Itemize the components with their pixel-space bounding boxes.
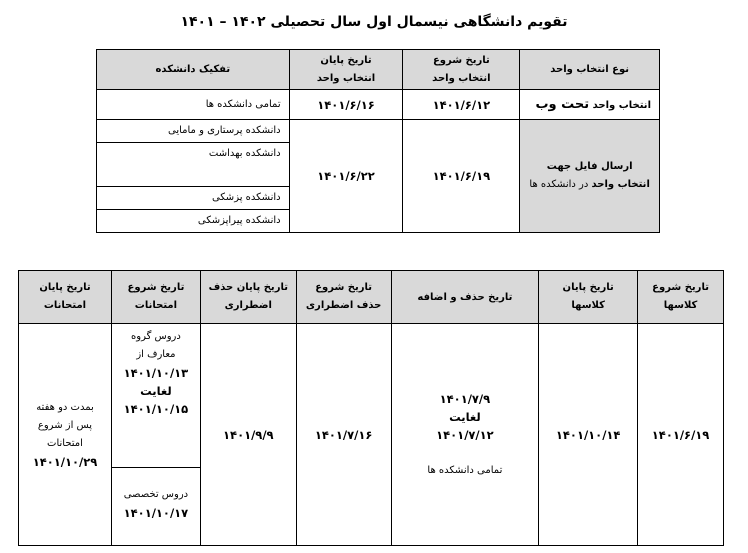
page-title: تقویم دانشگاهی نیسمال اول سال تحصیلی ۱۴۰۲ – ۱۴۰۱ [180, 14, 568, 30]
exam-special-date: ۱۴۰۱/۱۰/۱۷ [123, 506, 189, 520]
enrollment-header-row [97, 50, 660, 90]
exam-general-to-date: ۱۴۰۱/۱۰/۱۵ [123, 402, 189, 416]
header-emergency-end-label: تاریخ پایان حذف [208, 282, 288, 293]
header-exam-end-sub: امتحانات [43, 300, 87, 311]
header-faculty-label: تفکیک دانشکده [155, 64, 231, 75]
exam-general-line1: دروس گروه [131, 331, 181, 342]
header-class-end [539, 271, 638, 324]
header-class-start-sub: کلاسها [663, 300, 698, 311]
exam-special-block [112, 468, 200, 522]
list-item: دانشکده بهداشت [97, 143, 289, 187]
header-emergency-start-sub: حذف اضطراری [305, 300, 382, 311]
type-web-prefix: انتخاب واحد [592, 100, 651, 111]
header-class-start-label: تاریخ شروع [652, 282, 709, 293]
header-start-sub: انتخاب واحد [432, 72, 491, 84]
web-faculty: تمامی دانشکده ها [97, 90, 290, 120]
exam-end-line3: امتحانات [47, 437, 83, 449]
exam-end-line1: بمدت دو هفته [36, 401, 94, 413]
header-type-label: نوع انتخاب واحد [550, 64, 629, 75]
header-class-end-label: تاریخ پایان [562, 282, 614, 293]
header-emergency-start [296, 271, 391, 324]
list-item: دانشکده پزشکی [97, 187, 289, 210]
list-item: دانشکده پرستاری و مامایی [97, 120, 289, 143]
schedule-header-row [19, 271, 724, 324]
header-exam-end-label: تاریخ پایان [39, 282, 91, 293]
exam-special-label: دروس تخصصی [123, 489, 189, 500]
enrollment-table [96, 49, 660, 233]
file-end-date: ۱۴۰۱/۶/۲۲ [289, 120, 403, 233]
header-class-start [638, 271, 724, 324]
header-start-label: تاریخ شروع [432, 54, 490, 66]
type-file-cell [520, 120, 660, 233]
exam-end-line2: پس از شروع [37, 419, 93, 431]
exam-end-cell [19, 324, 112, 546]
header-adddrop-label: تاریخ حذف و اضافه [417, 291, 513, 303]
list-item: دانشکده پیراپزشکی [197, 215, 281, 226]
header-adddrop [391, 271, 539, 324]
header-emergency-end-sub: اضطراری [224, 300, 272, 311]
exam-end-date: ۱۴۰۱/۱۰/۲۹ [32, 454, 98, 469]
type-file-rest: در دانشکده ها [529, 179, 589, 190]
adddrop-to-date: ۱۴۰۱/۷/۱۲ [436, 427, 494, 442]
type-file-bold: انتخاب واحد [591, 179, 650, 190]
header-exam-end [19, 271, 112, 324]
adddrop-note: تمامی دانشکده ها [427, 464, 503, 476]
emergency-start-date: ۱۴۰۱/۷/۱۶ [296, 324, 391, 546]
exam-general-until: لغایت [140, 384, 172, 398]
adddrop-until: لغایت [449, 409, 481, 424]
file-start-date: ۱۴۰۱/۶/۱۹ [403, 120, 520, 233]
header-exam-start-sub: امتحانات [134, 300, 178, 311]
type-web-emphasis: تحت وب [535, 97, 590, 112]
emergency-end-date: ۱۴۰۱/۹/۹ [200, 324, 296, 546]
table-row [97, 120, 660, 233]
header-exam-start [111, 271, 200, 324]
header-emergency-end [200, 271, 296, 324]
class-end-date: ۱۴۰۱/۱۰/۱۴ [539, 324, 638, 546]
class-start-date: ۱۴۰۱/۶/۱۹ [638, 324, 724, 546]
header-start [403, 50, 520, 90]
adddrop-cell [391, 324, 539, 546]
web-end-date: ۱۴۰۱/۶/۱۶ [289, 90, 403, 120]
table-row [97, 90, 660, 120]
web-start-date: ۱۴۰۱/۶/۱۲ [403, 90, 520, 120]
semester-schedule-table [18, 270, 724, 546]
header-emergency-start-label: تاریخ شروع [315, 282, 373, 293]
table-row [19, 324, 724, 546]
header-type [520, 50, 660, 90]
type-web-cell [520, 90, 660, 120]
header-end-sub: انتخاب واحد [316, 72, 376, 84]
header-end-label: تاریخ پایان [320, 54, 372, 66]
header-end [289, 50, 403, 90]
adddrop-from-date: ۱۴۰۱/۷/۹ [439, 391, 491, 406]
header-class-end-sub: کلاسها [571, 300, 605, 311]
exam-general-from-date: ۱۴۰۱/۱۰/۱۳ [123, 366, 189, 380]
exam-general-block [112, 324, 200, 468]
header-faculty [97, 50, 290, 90]
faculty-list-cell [97, 120, 290, 233]
exam-general-line2: معارف از [136, 349, 176, 360]
header-exam-start-label: تاریخ شروع [127, 282, 185, 293]
type-file-line1: ارسال فایل جهت [546, 161, 633, 172]
exam-start-cell [111, 324, 200, 546]
